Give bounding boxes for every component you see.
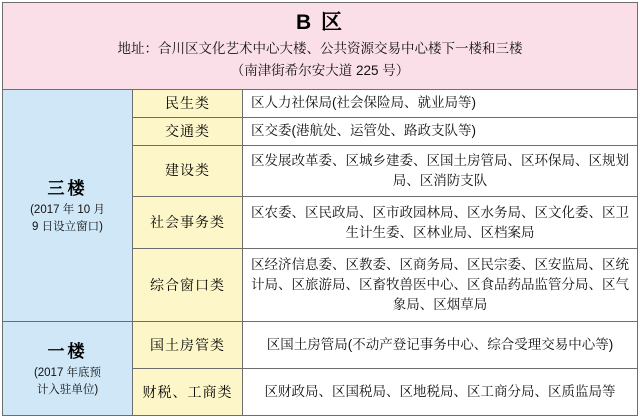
description-cell — [243, 197, 637, 248]
floor-name: 三楼 — [47, 178, 88, 198]
floor-group — [3, 322, 637, 415]
table-row — [133, 197, 637, 249]
address-line-1: 地址：合川区文化艺术中心大楼、公共资源交易中心楼下一楼和三楼 — [117, 41, 523, 56]
floor-note-line-1: (2017 年 10 月 — [30, 203, 105, 216]
table-row — [133, 369, 637, 415]
description-cell — [243, 322, 637, 368]
category-cell: 交通类 — [133, 118, 243, 145]
description-text: 区农委、区民政局、区市政园林局、区水务局、区文化委、区卫生计生委、区林业局、区档案局 — [251, 204, 629, 240]
description-cell — [243, 249, 637, 321]
category-cell: 财税、工商类 — [133, 369, 243, 415]
floor-note-line-2: 9 日设立窗口) — [32, 220, 103, 233]
table-row — [133, 249, 637, 321]
table-row — [133, 118, 637, 146]
floor-label-cell — [3, 322, 133, 415]
address-line-2: （南津街希尔安大道 225 号） — [230, 63, 410, 78]
category-cell: 社会事务类 — [133, 197, 243, 248]
floor-note-line-2: 计入驻单位) — [36, 383, 99, 396]
floor-rows — [133, 90, 637, 321]
table-row — [133, 90, 637, 118]
category-cell: 建设类 — [133, 146, 243, 197]
floor-name: 一楼 — [47, 341, 88, 361]
table-body — [3, 90, 637, 415]
description-cell — [243, 369, 637, 415]
description-text: 区财政局、区国税局、区地税局、区工商分局、区质监局等 — [264, 384, 616, 400]
description-text: 区国土房管局(不动产登记事务中心、综合受理交易中心等) — [266, 337, 614, 353]
service-window-table — [2, 2, 638, 416]
description-cell — [243, 118, 637, 145]
description-text: 区发展改革委、区城乡建委、区国土房管局、区环保局、区规划局、区消防支队 — [251, 152, 629, 188]
description-text: 区交委(港航处、运管处、路政支队等) — [251, 123, 476, 139]
floor-label-cell — [3, 90, 133, 321]
description-text: 区经济信息委、区教委、区商务局、区民宗委、区安监局、区统计局、区旅游局、区畜牧兽医中心、区食品药品监管分局、区气象局、区烟草局 — [251, 257, 629, 313]
floor-group — [3, 90, 637, 322]
floor-rows — [133, 322, 637, 415]
description-cell — [243, 90, 637, 117]
description-cell — [243, 146, 637, 197]
category-cell: 国土房管类 — [133, 322, 243, 368]
category-cell: 综合窗口类 — [133, 249, 243, 321]
floor-note-line-1: (2017 年底预 — [33, 366, 102, 379]
table-row — [133, 322, 637, 369]
description-text: 区人力社保局(社会保险局、就业局等) — [251, 95, 476, 111]
table-row — [133, 146, 637, 198]
table-header — [3, 3, 637, 90]
category-cell: 民生类 — [133, 90, 243, 117]
page-title: B 区 — [296, 11, 344, 34]
